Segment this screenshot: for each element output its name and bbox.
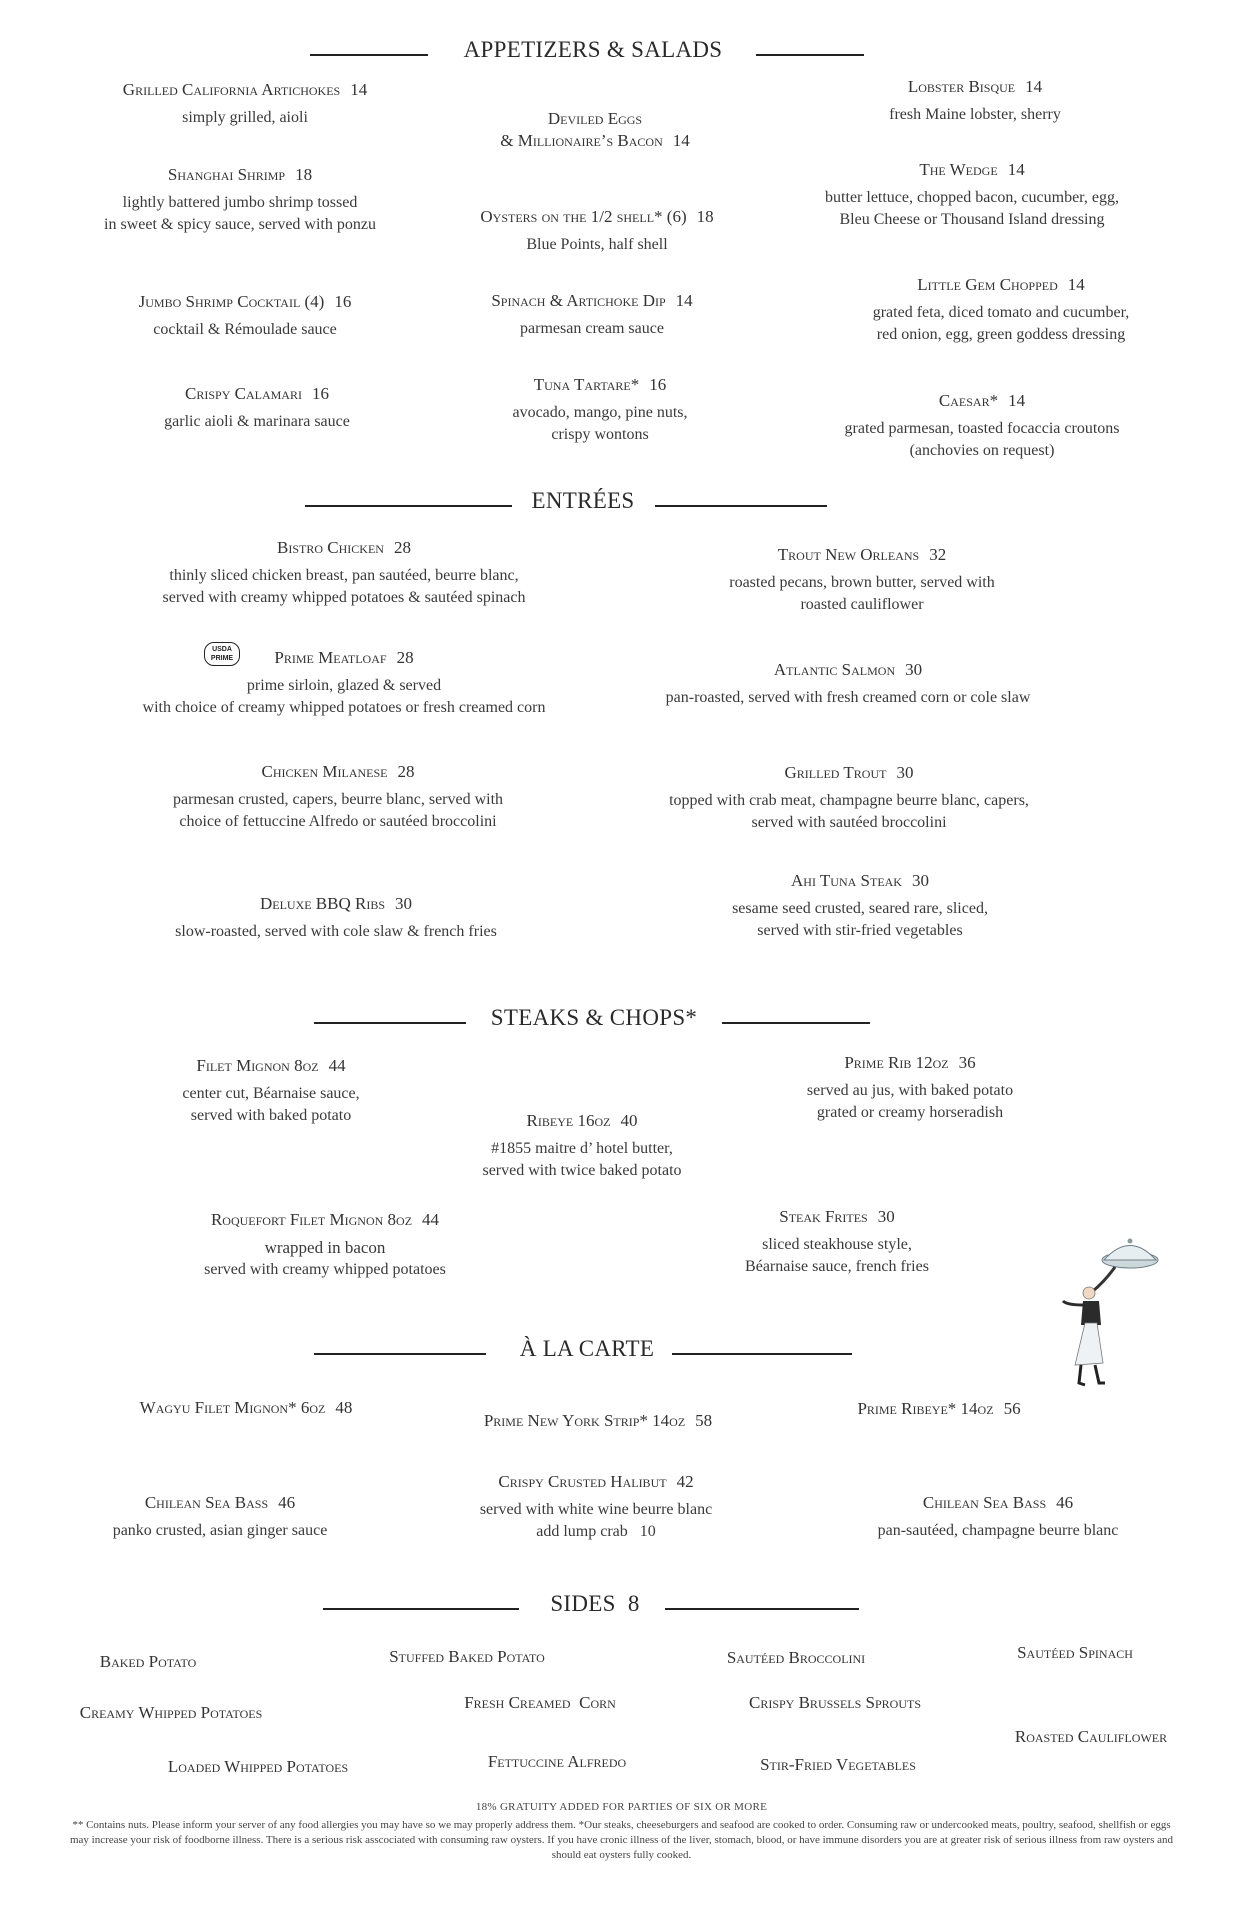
section-alacarte-header [0, 1336, 1243, 1370]
header-rule-right [655, 505, 827, 507]
menu-item-jumbo-shrimp-cocktail: Jumbo Shrimp Cocktail (4) 16 cocktail & Rémoulade sauce [138, 292, 352, 338]
menu-item-ribeye: Ribeye 16oz 40 #1855 maitre d’ hotel butter, served with twice baked potato [482, 1111, 682, 1179]
side-item: Baked Potato [99, 1652, 197, 1671]
side-item: Stuffed Baked Potato [389, 1647, 545, 1666]
section-title: APPETIZERS & SALADS [463, 37, 723, 62]
menu-item-atlantic-salmon: Atlantic Salmon 30 pan-roasted, served with fresh creamed corn or cole slaw [665, 660, 1031, 706]
menu-item-ahi-tuna-steak: Ahi Tuna Steak 30 sesame seed crusted, seared rare, sliced, served with stir-fried vegetables [732, 871, 988, 939]
side-item: Sautéed Spinach [1017, 1643, 1133, 1662]
side-item: Sautéed Broccolini [726, 1648, 866, 1667]
menu-item-prime-ribeye: Prime Ribeye* 14oz 56 [857, 1399, 1021, 1418]
menu-item-roquefort-filet: Roquefort Filet Mignon 8oz 44 wrapped in bacon served with creamy whipped potatoes [204, 1210, 446, 1278]
section-sides-header [0, 1591, 1243, 1625]
menu-item-caesar: Caesar* 14 grated parmesan, toasted focaccia croutons (anchovies on request) [844, 391, 1120, 459]
menu-item-the-wedge: The Wedge 14 butter lettuce, chopped bacon, cucumber, egg, Bleu Cheese or Thousand Island dressing [825, 160, 1119, 228]
side-item: Creamy Whipped Potatoes [79, 1703, 263, 1722]
menu-item-shanghai-shrimp: Shanghai Shrimp 18 lightly battered jumbo shrimp tossed in sweet & spicy sauce, served with ponzu [104, 165, 376, 233]
section-appetizers-header [0, 37, 1243, 71]
menu-item-trout-new-orleans: Trout New Orleans 32 roasted pecans, brown butter, served with roasted cauliflower [729, 545, 995, 613]
menu-item-steak-frites: Steak Frites 30 sliced steakhouse style, Béarnaise sauce, french fries [745, 1207, 929, 1275]
header-rule-left [314, 1353, 486, 1355]
section-entrees-header [0, 488, 1243, 522]
section-title: SIDES 8 [550, 1591, 640, 1616]
menu-item-bistro-chicken: Bistro Chicken 28 thinly sliced chicken breast, pan sautéed, beurre blanc, served with creamy whipped potatoes & sautéed spinach [162, 538, 526, 606]
menu-item-grilled-artichokes: Grilled California Artichokes 14 simply grilled, aioli [122, 80, 368, 126]
menu-item-spinach-artichoke-dip: Spinach & Artichoke Dip 14 parmesan cream sauce [491, 291, 693, 337]
usda-prime-badge-icon: USDA PRIME [204, 642, 240, 666]
section-title: STEAKS & CHOPS* [490, 1005, 698, 1030]
side-item: Stir-Fried Vegetables [760, 1755, 916, 1774]
menu-item-grilled-trout: Grilled Trout 30 topped with crab meat, champagne beurre blanc, capers, served with sautéed broccolini [669, 763, 1029, 831]
menu-item-deviled-eggs: Deviled Eggs & Millionaire’s Bacon 14 [500, 109, 690, 150]
menu-item-prime-rib: Prime Rib 12oz 36 served au jus, with baked potato grated or creamy horseradish [806, 1053, 1014, 1121]
menu-item-prime-ny-strip: Prime New York Strip* 14oz 58 [483, 1411, 713, 1430]
section-title: ENTRÉES [531, 488, 635, 513]
header-rule-right [756, 54, 864, 56]
menu-item-chicken-milanese: Chicken Milanese 28 parmesan crusted, capers, beurre blanc, served with choice of fettuccine Alfredo or sautéed broccolini [172, 762, 504, 830]
menu-item-prime-meatloaf: Prime Meatloaf 28 prime sirloin, glazed & served with choice of creamy whipped potatoes or fresh creamed corn [142, 648, 546, 716]
menu-item-deluxe-bbq-ribs: Deluxe BBQ Ribs 30 slow-roasted, served with cole slaw & french fries [175, 894, 497, 940]
header-rule-right [722, 1022, 870, 1024]
gratuity-note: 18% GRATUITY ADDED FOR PARTIES OF SIX OR MORE [475, 1801, 768, 1813]
menu-item-chilean-sea-bass-panko: Chilean Sea Bass 46 panko crusted, asian ginger sauce [112, 1493, 328, 1539]
side-item: Fresh Creamed Corn [464, 1693, 616, 1712]
menu-item-chilean-sea-bass-pan: Chilean Sea Bass 46 pan-sautéed, champagne beurre blanc [877, 1493, 1119, 1539]
side-item: Loaded Whipped Potatoes [167, 1757, 349, 1776]
header-rule-left [323, 1608, 519, 1610]
menu-item-filet-mignon: Filet Mignon 8oz 44 center cut, Béarnaise sauce, served with baked potato [182, 1056, 360, 1124]
section-steaks-header [0, 1005, 1243, 1039]
header-rule-left [310, 54, 428, 56]
header-rule-right [665, 1608, 859, 1610]
header-rule-right [672, 1353, 852, 1355]
section-title: À LA CARTE [519, 1336, 655, 1361]
menu-item-crispy-crusted-halibut: Crispy Crusted Halibut 42 served with white wine beurre blanc add lump crab 10 [479, 1472, 713, 1540]
header-rule-left [314, 1022, 466, 1024]
allergy-disclaimer: ** Contains nuts. Please inform your server of any food allergies you may have so we may properly address them. *Our steaks, cheeseburgers and seafood are cooked to order. Consuming raw or undercooked meats, poultry, seafood, shellfish or eggs may increase your risk of foodborne illness. There is a serious risk asscociated with consuming raw oysters. If you have cronic illness of the liver, stomach, blood, or have immune disorders you are at greater risk of serious illness from raw oysters and should eat oysters fully cooked. [69, 1819, 1174, 1861]
menu-item-wagyu-filet: Wagyu Filet Mignon* 6oz 48 [139, 1398, 353, 1417]
side-item: Crispy Brussels Sprouts [748, 1693, 922, 1712]
side-item: Roasted Cauliflower [1014, 1727, 1168, 1746]
menu-item-tuna-tartare: Tuna Tartare* 16 avocado, mango, pine nuts, crispy wontons [512, 375, 688, 443]
menu-item-oysters: Oysters on the 1/2 shell* (6) 18 Blue Points, half shell [480, 207, 714, 253]
header-rule-left [305, 505, 512, 507]
side-item: Fettuccine Alfredo [487, 1752, 627, 1771]
menu-item-lobster-bisque: Lobster Bisque 14 fresh Maine lobster, sherry [889, 77, 1061, 123]
menu-item-little-gem-chopped: Little Gem Chopped 14 grated feta, diced tomato and cucumber, red onion, egg, green goddess dressing [872, 275, 1130, 343]
menu-item-crispy-calamari: Crispy Calamari 16 garlic aioli & marinara sauce [164, 384, 350, 430]
